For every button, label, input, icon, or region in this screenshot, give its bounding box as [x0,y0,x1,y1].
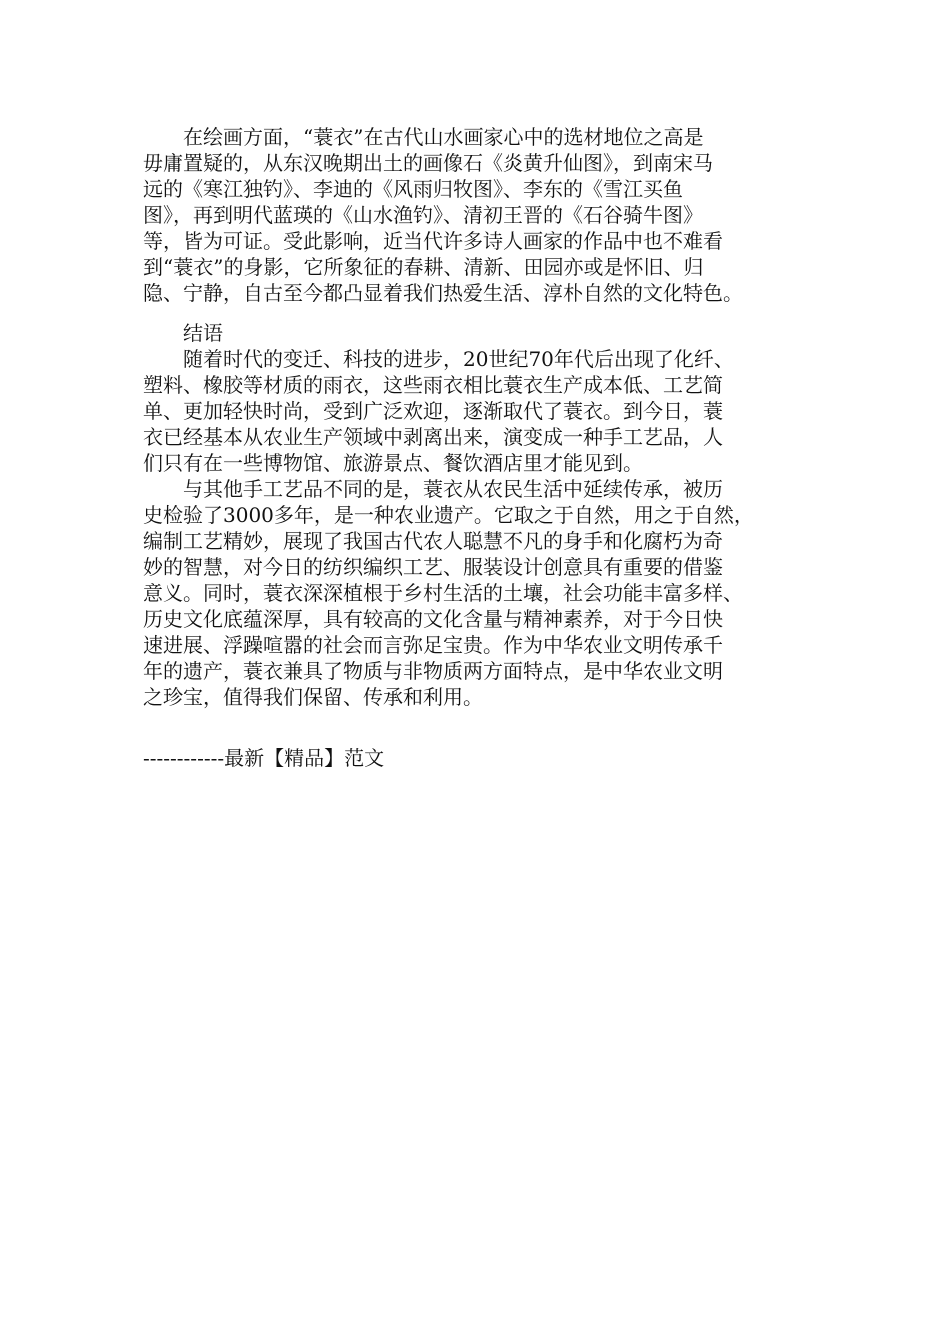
paragraph-line: 之珍宝，值得我们保留、传承和利用。 [143,685,483,709]
paragraph-line: 等，皆为可证。受此影响，近当代许多诗人画家的作品中也不难看 [143,229,723,253]
paragraph-line: 远的《寒江独钓》、李迪的《风雨归牧图》、李东的《雪江买鱼 [143,177,683,201]
paragraph-line: 与其他手工艺品不同的是，蓑衣从农民生活中延续传承，被历 [143,477,723,501]
paragraph-line: 编制工艺精妙，展现了我国古代农人聪慧不凡的身手和化腐朽为奇 [143,529,723,553]
paragraph-line: 史检验了3000多年，是一种农业遗产。它取之于自然，用之于自然， [143,503,754,527]
paragraph-line: 塑料、橡胶等材质的雨衣，这些雨衣相比蓑衣生产成本低、工艺简 [143,373,723,397]
heading-text: 结语 [143,321,223,345]
paragraph-conclusion-2 [143,476,813,710]
paragraph-line: 速进展、浮躁喧嚣的社会而言弥足宝贵。作为中华农业文明传承千 [143,633,723,657]
paragraph-line: 衣已经基本从农业生产领域中剥离出来，演变成一种手工艺品，人 [143,425,723,449]
section-heading [143,320,813,346]
paragraph-line: 图》，再到明代蓝瑛的《山水渔钓》、清初王晋的《石谷骑牛图》 [143,203,703,227]
paragraph-line: 妙的智慧，对今日的纺织编织工艺、服装设计创意具有重要的借鉴 [143,555,723,579]
paragraph-line: 年的遗产，蓑衣兼具了物质与非物质两方面特点，是中华农业文明 [143,659,723,683]
footer-text: ------------最新【精品】范文 [143,746,385,770]
paragraph-line: 毋庸置疑的，从东汉晚期出土的画像石《炎黄升仙图》，到南宋马 [143,151,713,175]
paragraph-line: 随着时代的变迁、科技的进步，20世纪70年代后出现了化纤、 [143,347,734,371]
paragraph-line: 到“蓑衣”的身影，它所象征的春耕、清新、田园亦或是怀旧、归 [143,255,704,279]
paragraph-line: 单、更加轻快时尚，受到广泛欢迎，逐渐取代了蓑衣。到今日，蓑 [143,399,723,423]
paragraph-line: 们只有在一些博物馆、旅游景点、餐饮酒店里才能见到。 [143,451,643,475]
paragraph-conclusion-1 [143,346,813,476]
paragraph-line: 历史文化底蕴深厚，具有较高的文化含量与精神素养，对于今日快 [143,607,723,631]
paragraph-line: 意义。同时，蓑衣深深植根于乡村生活的土壤，社会功能丰富多样、 [143,581,743,605]
paragraph-line: 在绘画方面，“蓑衣”在古代山水画家心中的选材地位之高是 [143,125,704,149]
paragraph-line: 隐、宁静，自古至今都凸显着我们热爱生活、淳朴自然的文化特色。 [143,281,743,305]
paragraph-painting [143,124,813,306]
